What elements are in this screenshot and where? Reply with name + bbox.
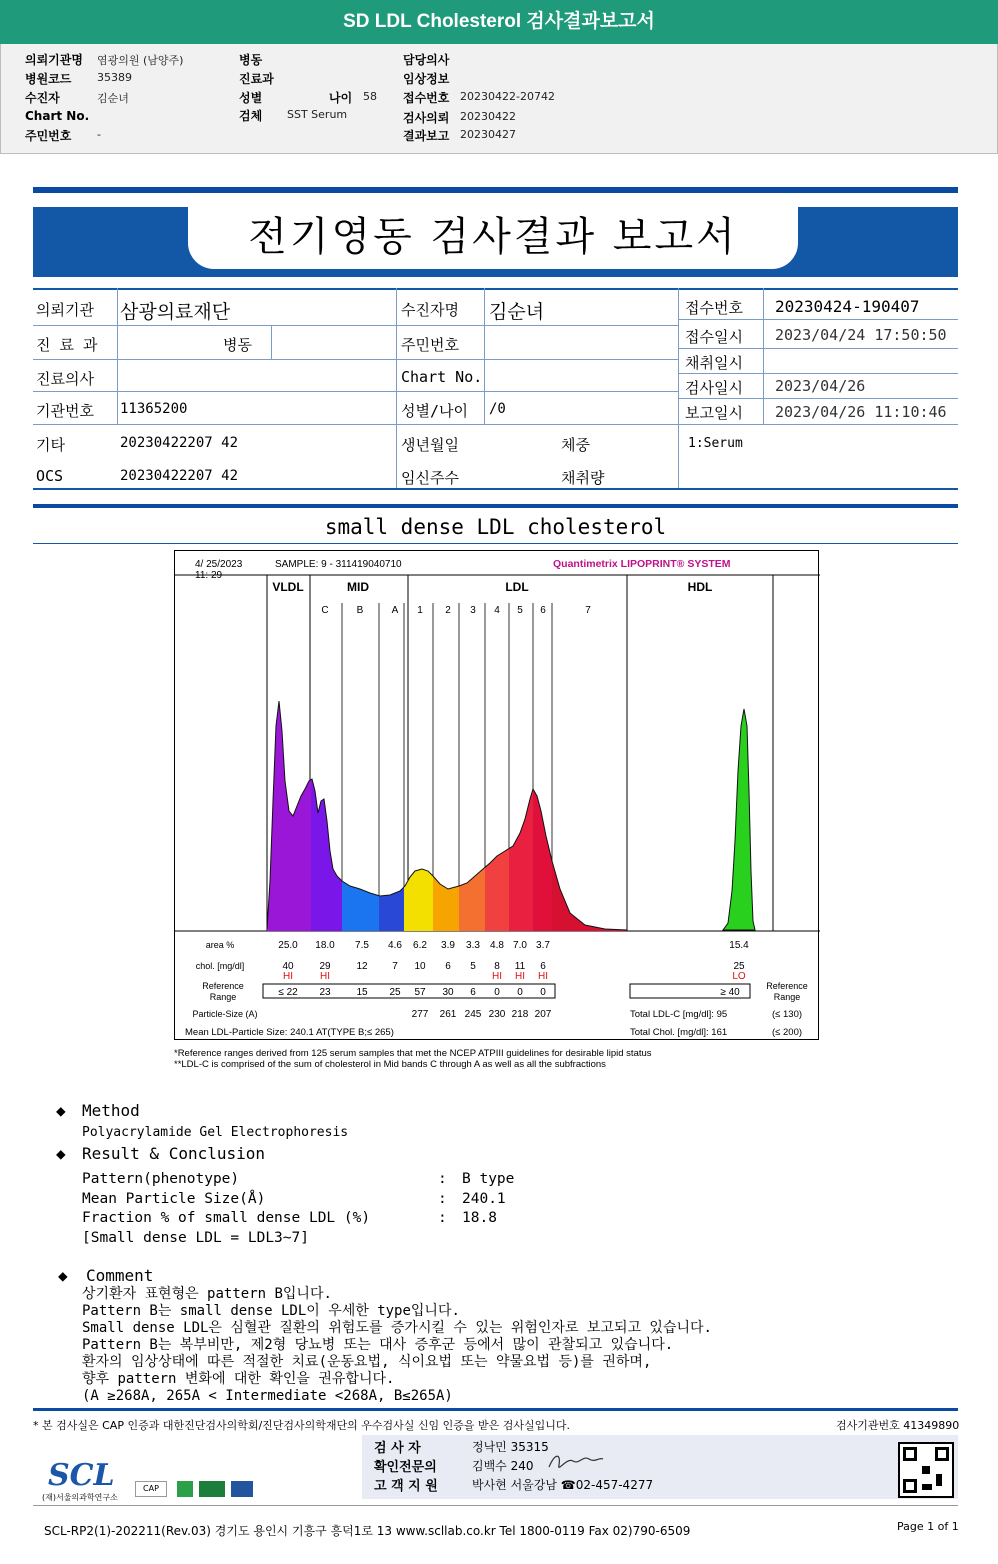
colon: : [438, 1171, 447, 1187]
header-label: 나이 [329, 91, 353, 105]
band-label: B [356, 605, 364, 616]
pregnancy-label: 임신주수 [401, 469, 459, 487]
area-value: 6.2 [413, 940, 427, 951]
header-label: 수진자 [25, 91, 60, 105]
doctor-label: 진료의사 [36, 370, 94, 388]
inst-no-label: 기관번호 [36, 402, 94, 420]
particle-size-value: 230 [488, 1009, 506, 1020]
header-label: 접수번호 [403, 91, 450, 105]
area-value: 4.6 [388, 940, 402, 951]
particle-size-value: 245 [464, 1009, 482, 1020]
signature-box [362, 1435, 958, 1499]
particle-size-value: 261 [439, 1009, 457, 1020]
chol-value: 8 [494, 961, 500, 972]
etc-label: 기타 [36, 436, 65, 454]
header-value: 20230422-20742 [460, 90, 555, 103]
collect-date-label: 채취일시 [685, 354, 743, 372]
header-label: Chart No. [25, 109, 90, 123]
result-heading: Result & Conclusion [82, 1144, 266, 1163]
method-heading: Method [82, 1101, 140, 1120]
header-value: 20230422 [460, 110, 516, 123]
ref-value: 0 [540, 987, 546, 998]
header-label: 임상정보 [403, 72, 450, 86]
ref-value: 25 [389, 987, 401, 998]
header-label: 성별 [239, 91, 263, 105]
header-label: 검체 [239, 109, 263, 123]
etc-value: 20230422207 42 [120, 435, 239, 451]
comment-line: 상기환자 표현형은 pattern B입니다. [82, 1286, 332, 1302]
chol-flag: HI [538, 971, 548, 982]
institution-label: 의뢰기관 [36, 301, 94, 319]
chart-no-label: Chart No. [401, 368, 483, 386]
result-value: 240.1 [462, 1191, 506, 1207]
report-banner-title: SD LDL Cholesterol 검사결과보고서 [0, 0, 998, 44]
band-label: A [391, 605, 399, 616]
hdl-flag: LO [732, 971, 746, 982]
resident-id-label: 주민번호 [401, 336, 459, 354]
lipoprint-chart [174, 550, 819, 1040]
result-label: Mean Particle Size(Å) [82, 1191, 266, 1207]
total-chol-text: Total Chol. [mg/dl]: 161 [630, 1027, 728, 1038]
particle-size-value: 218 [511, 1009, 529, 1020]
total-ldl-text: Total LDL-C [mg/dl]: 95 [630, 1009, 728, 1020]
confirm-value: 김백수 240 [472, 1459, 534, 1473]
colon: : [438, 1210, 447, 1226]
support-value: 박사현 서울강남 ☎02-457-4277 [472, 1478, 654, 1492]
band-label: 5 [517, 605, 523, 616]
header-value: SST Serum [287, 108, 348, 121]
header-value: 김순녀 [97, 92, 129, 105]
header-label: 주민번호 [25, 129, 72, 143]
chart-time: 11: 29 [195, 570, 223, 581]
system-brand: Quantimetrix LIPOPRINT® SYSTEM [553, 558, 731, 570]
area-value: 3.9 [441, 940, 455, 951]
recv-no-value: 20230424-190407 [775, 297, 920, 316]
band-label: 3 [470, 605, 476, 616]
header-label: 검사의뢰 [403, 111, 450, 125]
area-value: 25.0 [278, 940, 298, 951]
header-value: 20230427 [460, 128, 516, 141]
method-text: Polyacrylamide Gel Electrophoresis [82, 1125, 349, 1140]
header-value: 염광의원 (남양주) [97, 54, 184, 67]
band-area [485, 849, 509, 932]
dept-label: 진 료 과 [36, 336, 98, 354]
footnote-2: **LDL-C is comprised of the sum of cholesterol in Mid bands C through A as well as all the subfractions [174, 1059, 606, 1070]
hdl-chol-value: 25 [733, 961, 745, 972]
area-value: 4.8 [490, 940, 504, 951]
section-underline [33, 543, 958, 544]
tester-value: 정낙민 35315 [472, 1440, 549, 1454]
ocs-label: OCS [36, 467, 64, 485]
comment-line: 향후 pattern 변화에 대한 확인을 권유합니다. [82, 1371, 395, 1387]
total-ldl-ref: (≤ 130) [771, 1009, 803, 1020]
group-label: VLDL [272, 580, 304, 594]
chart-footnotes [174, 1048, 874, 1070]
report-date-label: 보고일시 [685, 404, 743, 422]
ref-value: 0 [494, 987, 500, 998]
comment-line: Pattern B는 small dense LDL이 우세한 type입니다. [82, 1303, 460, 1319]
band-area [311, 779, 342, 931]
sample-id: SAMPLE: 9 - 311419040710 [275, 559, 402, 570]
area-value: 3.3 [466, 940, 480, 951]
ref-value: 23 [319, 987, 331, 998]
report-date-value: 2023/04/26 11:10:46 [775, 403, 947, 421]
chart-date: 4/ 25/2023 [195, 559, 243, 570]
accreditation-logos-icon: CAP [135, 1479, 255, 1501]
area-value: 18.0 [315, 940, 335, 951]
band-area [342, 881, 379, 931]
ref-right-label: Range [773, 992, 801, 1002]
chol-flag: HI [515, 971, 525, 982]
ref-value: ≤ 22 [278, 987, 298, 998]
section-rule [33, 504, 958, 508]
ocs-value: 20230422207 42 [120, 468, 239, 484]
lab-number: 검사기관번호 41349890 [836, 1419, 960, 1432]
comment-line: (A ≥268A, 265A < Intermediate <268A, B≤265A) [82, 1388, 453, 1404]
specimen-value: 1:Serum [688, 436, 743, 451]
band-area [433, 876, 459, 931]
comment-line: 환자의 임상상태에 따른 적절한 치료(운동요법, 식이요법 또는 약물요법 등)를 권하며, [82, 1354, 652, 1370]
patient-label: 수진자명 [401, 301, 459, 319]
band-area [459, 867, 485, 931]
particle-size-label: Particle-Size (A) [192, 1009, 258, 1019]
particle-size-value: 207 [534, 1009, 552, 1020]
ref-label: Reference [202, 981, 244, 991]
area-value: 7.5 [355, 940, 369, 951]
header-label: 의뢰기관명 [25, 53, 83, 67]
chol-value: 40 [282, 961, 294, 972]
diamond-bullet-icon: ◆ [56, 1101, 66, 1120]
header-value: 35389 [97, 71, 132, 84]
report-title: 전기영동 검사결과 보고서 [188, 207, 798, 269]
inst-no-value: 11365200 [120, 401, 188, 417]
top-rule [33, 187, 958, 193]
ref-value: 57 [414, 987, 426, 998]
header-label: 결과보고 [403, 129, 450, 143]
result-note: [Small dense LDL = LDL3~7] [82, 1230, 309, 1246]
header-value: 58 [363, 90, 377, 103]
comment-heading: Comment [86, 1266, 154, 1285]
mean-size-text: Mean LDL-Particle Size: 240.1 AT(TYPE B;≤ 265) [185, 1027, 394, 1038]
band-label: 6 [540, 605, 546, 616]
test-date-label: 검사일시 [685, 379, 743, 397]
section-title: small dense LDL cholesterol [324, 515, 667, 539]
report-title-band [33, 207, 958, 277]
band-label: 2 [445, 605, 451, 616]
footer-rule [33, 1408, 958, 1411]
recv-date-value: 2023/04/24 17:50:50 [775, 326, 947, 344]
ref-label: Range [209, 992, 237, 1002]
chol-flag: HI [492, 971, 502, 982]
header-label: 진료과 [239, 72, 274, 86]
band-label: 1 [417, 605, 423, 616]
chol-flag: HI [283, 971, 293, 982]
chol-value: 6 [445, 961, 451, 972]
result-value: 18.8 [462, 1210, 497, 1226]
electrophoresis-plot [175, 551, 820, 1041]
band-area [379, 887, 404, 931]
scl-logo-subtitle: (재)서울의과학연구소 [42, 1493, 118, 1502]
footnote-1: *Reference ranges derived from 125 serum samples that met the NCEP ATPIII guidelines for desirable lipid status [174, 1048, 652, 1059]
band-label: C [321, 605, 329, 616]
chol-value: 7 [392, 961, 398, 972]
result-label: Fraction % of small dense LDL (%) [82, 1210, 371, 1226]
recv-no-label: 접수번호 [685, 299, 743, 317]
header-label: 병원코드 [25, 72, 72, 86]
hdl-peak [723, 709, 755, 930]
group-label: HDL [687, 580, 713, 594]
page-number: Page 1 of 1 [897, 1520, 959, 1533]
weight-label: 체중 [561, 436, 590, 454]
diamond-bullet-icon: ◆ [58, 1266, 68, 1285]
area-value: 7.0 [513, 940, 527, 951]
total-chol-ref: (≤ 200) [771, 1027, 803, 1038]
chol-value: 11 [514, 961, 526, 972]
comment-body [82, 1286, 712, 1405]
header-label: 담당의사 [403, 53, 450, 67]
ref-value: 6 [470, 987, 476, 998]
result-label: Pattern(phenotype) [82, 1171, 240, 1187]
info-grid [33, 288, 958, 490]
band-label: 7 [585, 605, 591, 616]
result-value: B type [462, 1171, 515, 1187]
band-area [533, 789, 552, 931]
comment-line: Pattern B는 복부비만, 제2형 당뇨병 또는 대사 증후군 등에서 많이 관찰되고 있습니다. [82, 1337, 674, 1353]
header-value: - [97, 128, 101, 141]
address-line: SCL-RP2(1)-202211(Rev.03) 경기도 용인시 기흥구 흥덕1로 13 www.scllab.co.kr Tel 1800-0119 Fax 02)790-6509 [44, 1524, 691, 1538]
ward-label: 병동 [223, 336, 252, 354]
patient-value: 김순녀 [489, 301, 545, 323]
ref-range-box [263, 984, 555, 998]
particle-size-value: 277 [411, 1009, 429, 1020]
band-area [509, 789, 533, 931]
chol-value: 6 [540, 961, 546, 972]
ref-value: 30 [442, 987, 454, 998]
footer-divider [33, 1505, 958, 1506]
signature-icon [545, 1449, 605, 1475]
qr-code-icon [898, 1442, 954, 1498]
band-area [267, 701, 311, 931]
ref-value: 0 [517, 987, 523, 998]
institution-value: 삼광의료재단 [120, 301, 231, 323]
sex-age-label: 성별/나이 [401, 402, 468, 420]
hdl-ref-value: ≥ 40 [720, 987, 740, 998]
area-label: area % [205, 940, 235, 950]
chol-value: 10 [414, 961, 426, 972]
chol-value: 29 [319, 961, 331, 972]
birthdate-label: 생년월일 [401, 436, 459, 454]
confirm-label: 확인전문의 [374, 1460, 437, 1475]
sex-age-value: /0 [489, 401, 506, 417]
chol-flag: HI [320, 971, 330, 982]
header-label: 병동 [239, 53, 263, 67]
comment-line: Small dense LDL은 심혈관 질환의 위험도를 증가시킬 수 있는 위험인자로 보고되고 있습니다. [82, 1320, 712, 1336]
area-value: 3.7 [536, 940, 550, 951]
chol-value: 12 [356, 961, 368, 972]
tester-label: 검 사 자 [374, 1441, 421, 1456]
volume-label: 채취량 [561, 469, 605, 487]
certification-note: * 본 검사실은 CAP 인증과 대한진단검사의학회/진단검사의학재단의 우수검사실 신임 인증을 받은 검사실입니다. [33, 1419, 571, 1432]
recv-date-label: 접수일시 [685, 328, 743, 346]
patient-header-box [0, 44, 998, 154]
band-label: 4 [494, 605, 500, 616]
chol-label: chol. [mg/dl] [195, 961, 245, 971]
chol-value: 5 [470, 961, 476, 972]
colon: : [438, 1191, 447, 1207]
ref-value: 15 [356, 987, 368, 998]
group-label: LDL [505, 580, 529, 594]
test-date-value: 2023/04/26 [775, 377, 866, 395]
ref-right-label: Reference [766, 981, 808, 991]
diamond-bullet-icon: ◆ [56, 1144, 66, 1163]
scl-logo: SCL [48, 1458, 115, 1493]
support-label: 고 객 지 원 [374, 1479, 438, 1494]
hdl-area-value: 15.4 [729, 940, 749, 951]
group-label: MID [347, 580, 369, 594]
